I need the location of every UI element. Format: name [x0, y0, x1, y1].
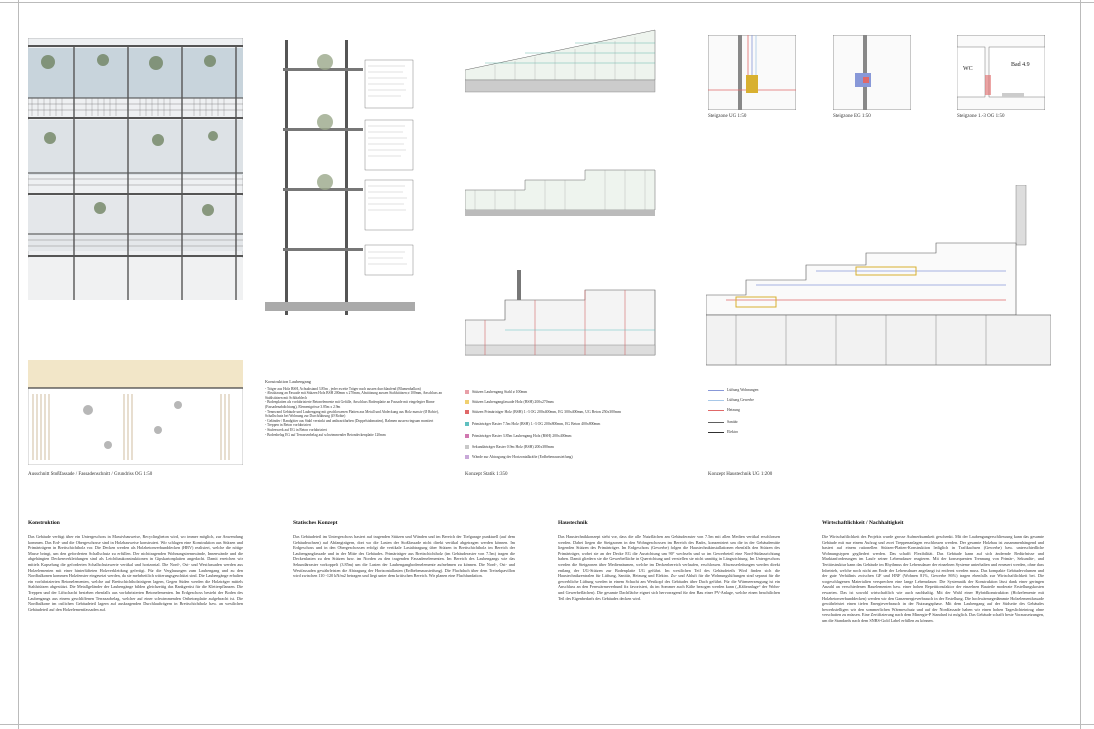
legend-label: Elektro: [727, 430, 739, 434]
sheet-frame-bottom: [0, 724, 1094, 725]
legend-swatch: [465, 390, 469, 394]
caption-steigzone-og: Steigzone 1.-3 OG 1:50: [957, 114, 1005, 119]
caption-facade: Ausschnitt Stoßfassade / Fassadenschnitt / Grundriss OG 1:50: [28, 472, 153, 477]
room-label-wc: WC: [963, 66, 973, 72]
statik-legend-row: [465, 390, 527, 394]
legend-line: [708, 422, 724, 423]
legend-swatch: [465, 400, 469, 404]
legend-label: Stützen Primärträger Holz (BSH) 1.-3 OG 200x400mm, EG 300x400mm, UG Beton 250x300mm: [472, 410, 621, 414]
statik-legend-row: [465, 410, 621, 414]
konstruktion-laubengang-note: [265, 380, 445, 437]
legend-line: [708, 390, 724, 391]
note-line-0: - Träger aus Holz BSH, Achsabstand 3.85m , jeder zweite Träger nach aussen durchlaufend (Blumenbalkon): [265, 386, 421, 391]
legend-label: Sanitär: [727, 420, 738, 424]
section-title-konstruktion: Konstruktion: [28, 520, 60, 526]
legend-label: Sekundärträger Raster 0.9m Holz (BSH) 200x380mm: [472, 445, 554, 449]
steigzone-og-drawing: [957, 35, 1045, 110]
legend-label: Lüftung Wohnungen: [727, 388, 759, 392]
legend-label: Primärträger Raster 7.5m Holz (BSH) 1.-3 OG 200x800mm, EG Beton 400x800mm: [472, 422, 601, 426]
facade-elevation: [28, 38, 243, 300]
note-line-4: - Geländer / Randgitter aus Stahl verzinkt und anthrazitfarben (Doppelstabmatten), Rahmen aussen ringsum montiert: [265, 418, 434, 423]
section-title-wirtschaftlichkeit: Wirtschaftlichkeit / Nachhaltigkeit: [822, 520, 904, 526]
haustechnik-legend-row: [708, 430, 738, 434]
steigzone-eg-drawing: [833, 35, 911, 110]
statik-section-middle: [465, 160, 660, 220]
statik-legend-row: [465, 455, 573, 459]
legend-swatch: [465, 455, 469, 459]
legend-label: Wände zur Abtragung der Horizontalkräfte (Erdbebenaussteifung): [472, 455, 573, 459]
legend-swatch: [465, 410, 469, 414]
legend-label: Stützen Laubengangfassade Holz (BSH) 200x270mm: [472, 400, 554, 404]
sheet-frame-top: [0, 2, 1094, 3]
room-label-bad: Bad 4.9: [1011, 62, 1030, 68]
steigzone-ug-drawing: [708, 35, 796, 110]
section-body-statik: Das Gebäudeteil im Untergeschoss basiert auf tragenden Stützen und Wänden und im Bereich der Tiefgarage punktuell (auf dem Gebäudeachsen) auf Abfangträgern, dort wo die Lasten der Stoßfassade nicht direkt vertikal abgetragen werden können. Im Erdgeschoss und in den Obergeschossen erfolgt die vertikale Lastabtragung über Stützen in Brettschichtholz im Bereich der Laubengangfassade und in der Mitte des Gebäudes. Primärträger aus Brettschichtholz (im Gebäuderaster von 7.5m) tragen die Deckenlasten zu den Stützen bzw. im Norden zu den tragenden Fassadenelementen. Im Bereich des Laubengangs wie das Sekundärraster vorkoppelt (3.85m) um die Lasten der Laubengangbodenelemente aufnehmen zu können. Die Nord-, Ost- und Westfassaden gewährleisten die Abtragung der Horizontallasten (Erdbebenaussteifung). Die Flachdach über dem Treisekpavillon wird zwischen 110 -120 kN/m2 betragen und liegt unter dem kritischen Bereich. Wir planen eine Flachfundation.: [293, 534, 515, 579]
section-body-konstruktion: Das Gebäude verfügt über ein Untergeschoss in Massivbauweise, Recyclingbeton wird, wo immer möglich, zur Anwendung kommen. Das Erd- und die Obergeschosse sind in Holzbauweise konstruiert. Wir schlagen eine Konstruktion aus Stützen und Primärträgern in Brettschichtholz vor. Die Decken werden als Holzbetonverbunddecken (HBV) realisiert, welche die nötige Masse bringt, um den geforderten Schallschutz zu erfüllen. Der nichttragenden Wohnungstrennwände, Innenwände und die abgehängten Deckenverkleidungen sind als Leichtbaukonstruktionen in Gipskartonplatten angedacht. Damit erreichen wir mittels Kapselung die geforderten Schallschutzwerte vertikal und horizontal. Die Nord-, Ost- und Westfassaden werden aus Holzelementen mit einer hinterlüfteten Holzverkleidung gefertigt. Für die Verglasungen zum Laubengang und zu den Nordbalkonen kommen Holzfenster eingesetzt werden, da sie mehrheitlich witterungsgeschützt sind. Die Laubengänge erhalten ein vorfabrizierten Betonelementen, welche auf Brettschichtholzträgern lagern, Gegen Süden werden die Holzträger mittels Stahlstützen abgestützt. Die Metallgeländer der Laubengänge bilden gleichzeitig das Rankgerüst für die Kletterpflanzen. Die Treppen und der Liftschacht bestehen ebenfalls aus vorfabrizierten Betonelementen. Im Erdgeschoss besteht der Boden des Laubengangs aus einem geschliffenen Terrazzobelag, welcher auf einer schwimmenden Ortbetonplatte aufgebracht ist. Die Nordbalkone im ostlichen Gebäudeteil lagern auf auskragenden Durchlaufträgern in Brettschichtholz bzw. an westlichen Gebäudeteil auf den Holzelementfassaden auf.: [28, 534, 243, 612]
caption-haustechnik: Konzept Haustechnik UG 1:200: [708, 472, 773, 477]
legend-line: [708, 432, 724, 433]
section-title-haustechnik: Haustechnik: [558, 520, 588, 526]
legend-swatch: [465, 434, 469, 438]
legend-line: [708, 410, 724, 411]
note-line-7: - Bodenbelag EG auf Terrassenbelag auf schwimmender Betondeckenplatte 120mm: [265, 432, 386, 437]
sheet-frame-right: [1080, 0, 1081, 729]
statik-legend-row: [465, 434, 571, 438]
statik-legend-row: [465, 422, 600, 426]
floor-plan-og: [28, 360, 243, 465]
statik-section-bottom: [465, 260, 660, 365]
haustechnik-legend-row: [708, 420, 738, 424]
statik-section-top: [465, 25, 660, 100]
legend-label: Lüftung Gewerbe: [727, 398, 754, 402]
note-line-3: - Tennwand Gebäude und Laubengang mit geschlossenen Platten aus Metall und Abdeckung aus Holz massiv (Ø Robie), Schallschutz bei Wohnung zur Durchführung (Ø Robie): [265, 409, 439, 419]
statik-legend-row: [465, 445, 554, 449]
caption-steigzone-eg: Steigzone EG 1:50: [833, 114, 871, 119]
note-line-5: - Treppen in Beton vorfabriziert: [265, 423, 311, 428]
sheet-frame-left: [18, 0, 19, 729]
section-body-haustechnik: Das Haustechnikkonzept sieht vor, dass die alle Nutzflächen am Gebäuderaster von 7.5m mit allen Medien vertikal erschlossen werden. Dabei liegen die Steigzonen in den Wohngeschossen im Bereich des Badrs, konzentriert um die in der Gebäudemitte liegenden Stützen des Primärträger. Im Erdgeschoss (Gewerbe) folgen die Haustechnikinstallationen ebenfalls den Stützen des Primärträger, wobei sie an der Decke EG die Ausrichtung um 90° wechseln und so im Gewerbeteil eine Nord-Südausrichtung haben. Damit gliedern sie die Gewerbefläche in Querrichtung und verstellen sie nicht unnötig in Längsrichtung. Im Untergeschoss werden die Steigzonen über Medienräumen, welche im Deckenbereich verlaufen, erschlossen. Abwasserleitungen werden direkt entlang der UG-Stützen zur Bodenplatte UG geführt. Im westlichen Teil des Gebäudeteils Wird finden sich die Haustechnikzentralen für Lüftung, Sanitär, Heizung und Elektro. Zu- und Abluft für die Wohnungslüftungen sind separat für die gewerbliche Lüftung werden in einem Schacht am Westkopf des Gebäudes über Dach geführt. Für die Wärmeerzeugung ist ein Anschluss an den Fernwärmeverbund fix favorisiert, da im Sommer auch Kälte bezogen werden kann („Kälteanlage“ der Wohn- und Gewerbeflächen). Die gesamte Dachfläche eignet sich hervorragend für den Bau einer PV-Anlage, welche einen beachtlichen Teil des Eigenbedarfs des Gebäudes decken wird.: [558, 534, 780, 601]
legend-swatch: [465, 422, 469, 426]
legend-label: Stützen Laubengang Stahl ø 100mm: [472, 390, 528, 394]
caption-statik: Konzept Statik 1:350: [465, 472, 508, 477]
wall-section: [265, 40, 415, 360]
haustechnik-legend-row: [708, 408, 740, 412]
section-body-wirtschaftlichkeit: Die Wirtschaftlichkeit des Projekts wurde grosse Aufmerksamkeit geschenkt. Mit der Laubengangerschliessung kann das gesamte Gebäude mit nur einem Aufzug und zwei Treppenanlagen erschlossen werden. Der gesamte Holzbau ist zusammenhängend und basiert auf einem rationellen Stützen-Platten-Konstruktion lediglich in Trafikachsen (Gewerbe) bzw. unterschiedliche Wohnungstypen gegliedert werden. Das schafft Flexibilität. Das Gebäude kann auf sich ändernde Bedürfnisse und Marktanforderungen im Laufe seiner Lebensdauer reagieren. Mit der konsequenten Trennung von Primär-, Sekundär-, und Tertiärstruktur kann das Gebäude im Rhythmus der Lebensdauer der einzelnen Systeme unterhalten und erneuert werden, ohne dass Inbetrieb, welche noch nicht am Ende der Lebensdauer angelangt ist entfernt werden muss. Das kompakte Gebäudevolumen und der gute Verhältnis zwischen GF und HNF (Wohnen 81%, Gewerbe 86%) tragen ebenfalls zur Wirtschaftlichkeit bei. Die wogeschlagenen Materialien versprechen eine lange Lebensdauer. Die Systematik der Konstruktion lässt dank einer geringen Anzahl an verschiedenen Bauelementen bzw. einer hohen Repetitionsfaktor der einzelnen Bauteile moderate Erstellungskosten erwarten. Das ist sowohl wirtschaftlich wie auch nachhaltig. Mit der Wahl einer Hybridkonstruktion (Holzelemente mit Holzbetonverbunddecken) werden wir den Ganzenergieverbrauch in der Erstellung. Die hochwärmegedämmte Holzelementfassade gewährleistet einen tiefen Energieverbrauch in der Nutzungsphase. Mit dem Laubengang auf der Südseite des Gebäudes bewerkstelligen wir den sommerlichen Wärmeschutz und auf der Nordfassade haben wir einen hohen Tageslichteintrag ohne verschatten zu müssen. Eine Zertifizierung nach dem Minergie-P Standard ist möglich. Das Gebäude schafft beste Voraussetzungen, um die Standards nach dem SNBS-Gold Label erfüllen zu können.: [822, 534, 1044, 623]
haustechnik-section: [706, 185, 1051, 370]
legend-label: Primärträger Raster 3.85m Laubengang Holz (BSH) 200x400mm: [472, 434, 572, 438]
legend-line: [708, 400, 724, 401]
note-line-1: - Abstützung an Fassade mit Stützen Holz BSH 200mm x 270mm, Abstützung aussen Stahlstützen ø 100mm, Anschluss an Stahlstützen mit Schlitzblech: [265, 391, 442, 400]
haustechnik-legend-row: [708, 388, 758, 392]
section-title-statik: Statisches Konzept: [293, 520, 338, 526]
statik-legend-row: [465, 400, 554, 404]
konstruktion-laubengang-title: Konstruktion Laubengang: [265, 379, 311, 384]
legend-label: Heizung: [727, 408, 740, 412]
haustechnik-legend-row: [708, 398, 754, 402]
legend-swatch: [465, 445, 469, 449]
note-line-6: - Stufenwerk auf EG in Beton vorfabriziert: [265, 427, 327, 432]
note-line-2: - Bodenplatten als vorfabrizierte Betonelemente mit Gefälle, Anschluss Bodenplatte an Fassade mit eingelegter Rinne (Fassadenabdichtung), Elementgrösse 3.85m x 2.9m: [265, 400, 435, 409]
caption-steigzone-ug: Steigzone UG 1:50: [708, 114, 747, 119]
